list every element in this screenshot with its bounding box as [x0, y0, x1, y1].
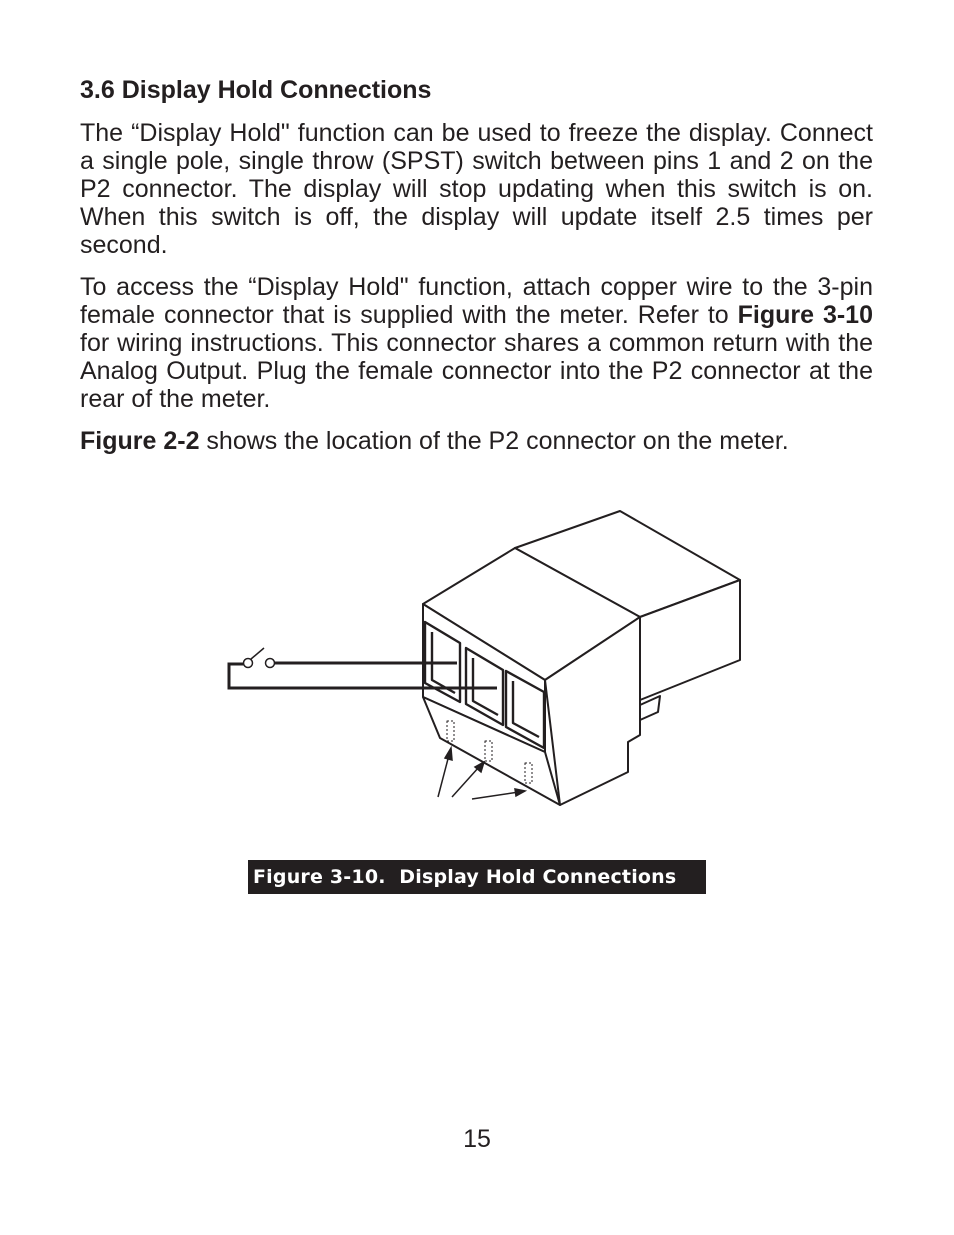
switch-contact-left: [244, 659, 253, 668]
arrow-head-icon: [515, 789, 525, 796]
switch-lever: [251, 648, 264, 659]
arrow-head-icon: [445, 748, 452, 760]
paragraph-display-hold-description: The “Display Hold" function can be used to freeze the display. Connect a single pole, single throw (SPST) switch between pins 1 and 2 on the P2 connector. The display will stop updating when this switch is on. When this switch is off, the display will update itself 2.5 times per second.: [80, 119, 873, 259]
switch-contact-right: [266, 659, 275, 668]
figure-reference: Figure 2-2: [80, 427, 200, 455]
paragraph-text: for wiring instructions. This connector shares a common return with the Analog Output. Plug the female connector into the P2 connector at the rear of the meter.: [80, 329, 873, 413]
figure-reference: Figure 3-10: [737, 301, 873, 329]
paragraph-text: shows the location of the P2 connector on the meter.: [199, 427, 789, 455]
figure-caption: Figure 3-10. Display Hold Connections: [248, 860, 706, 894]
section-heading: 3.6 Display Hold Connections: [80, 76, 432, 104]
paragraph-text: To access the “Display Hold" function, attach copper wire to the 3-pin female connector that is supplied with the meter. Refer to: [80, 273, 873, 329]
page-number: 15: [463, 1125, 491, 1153]
